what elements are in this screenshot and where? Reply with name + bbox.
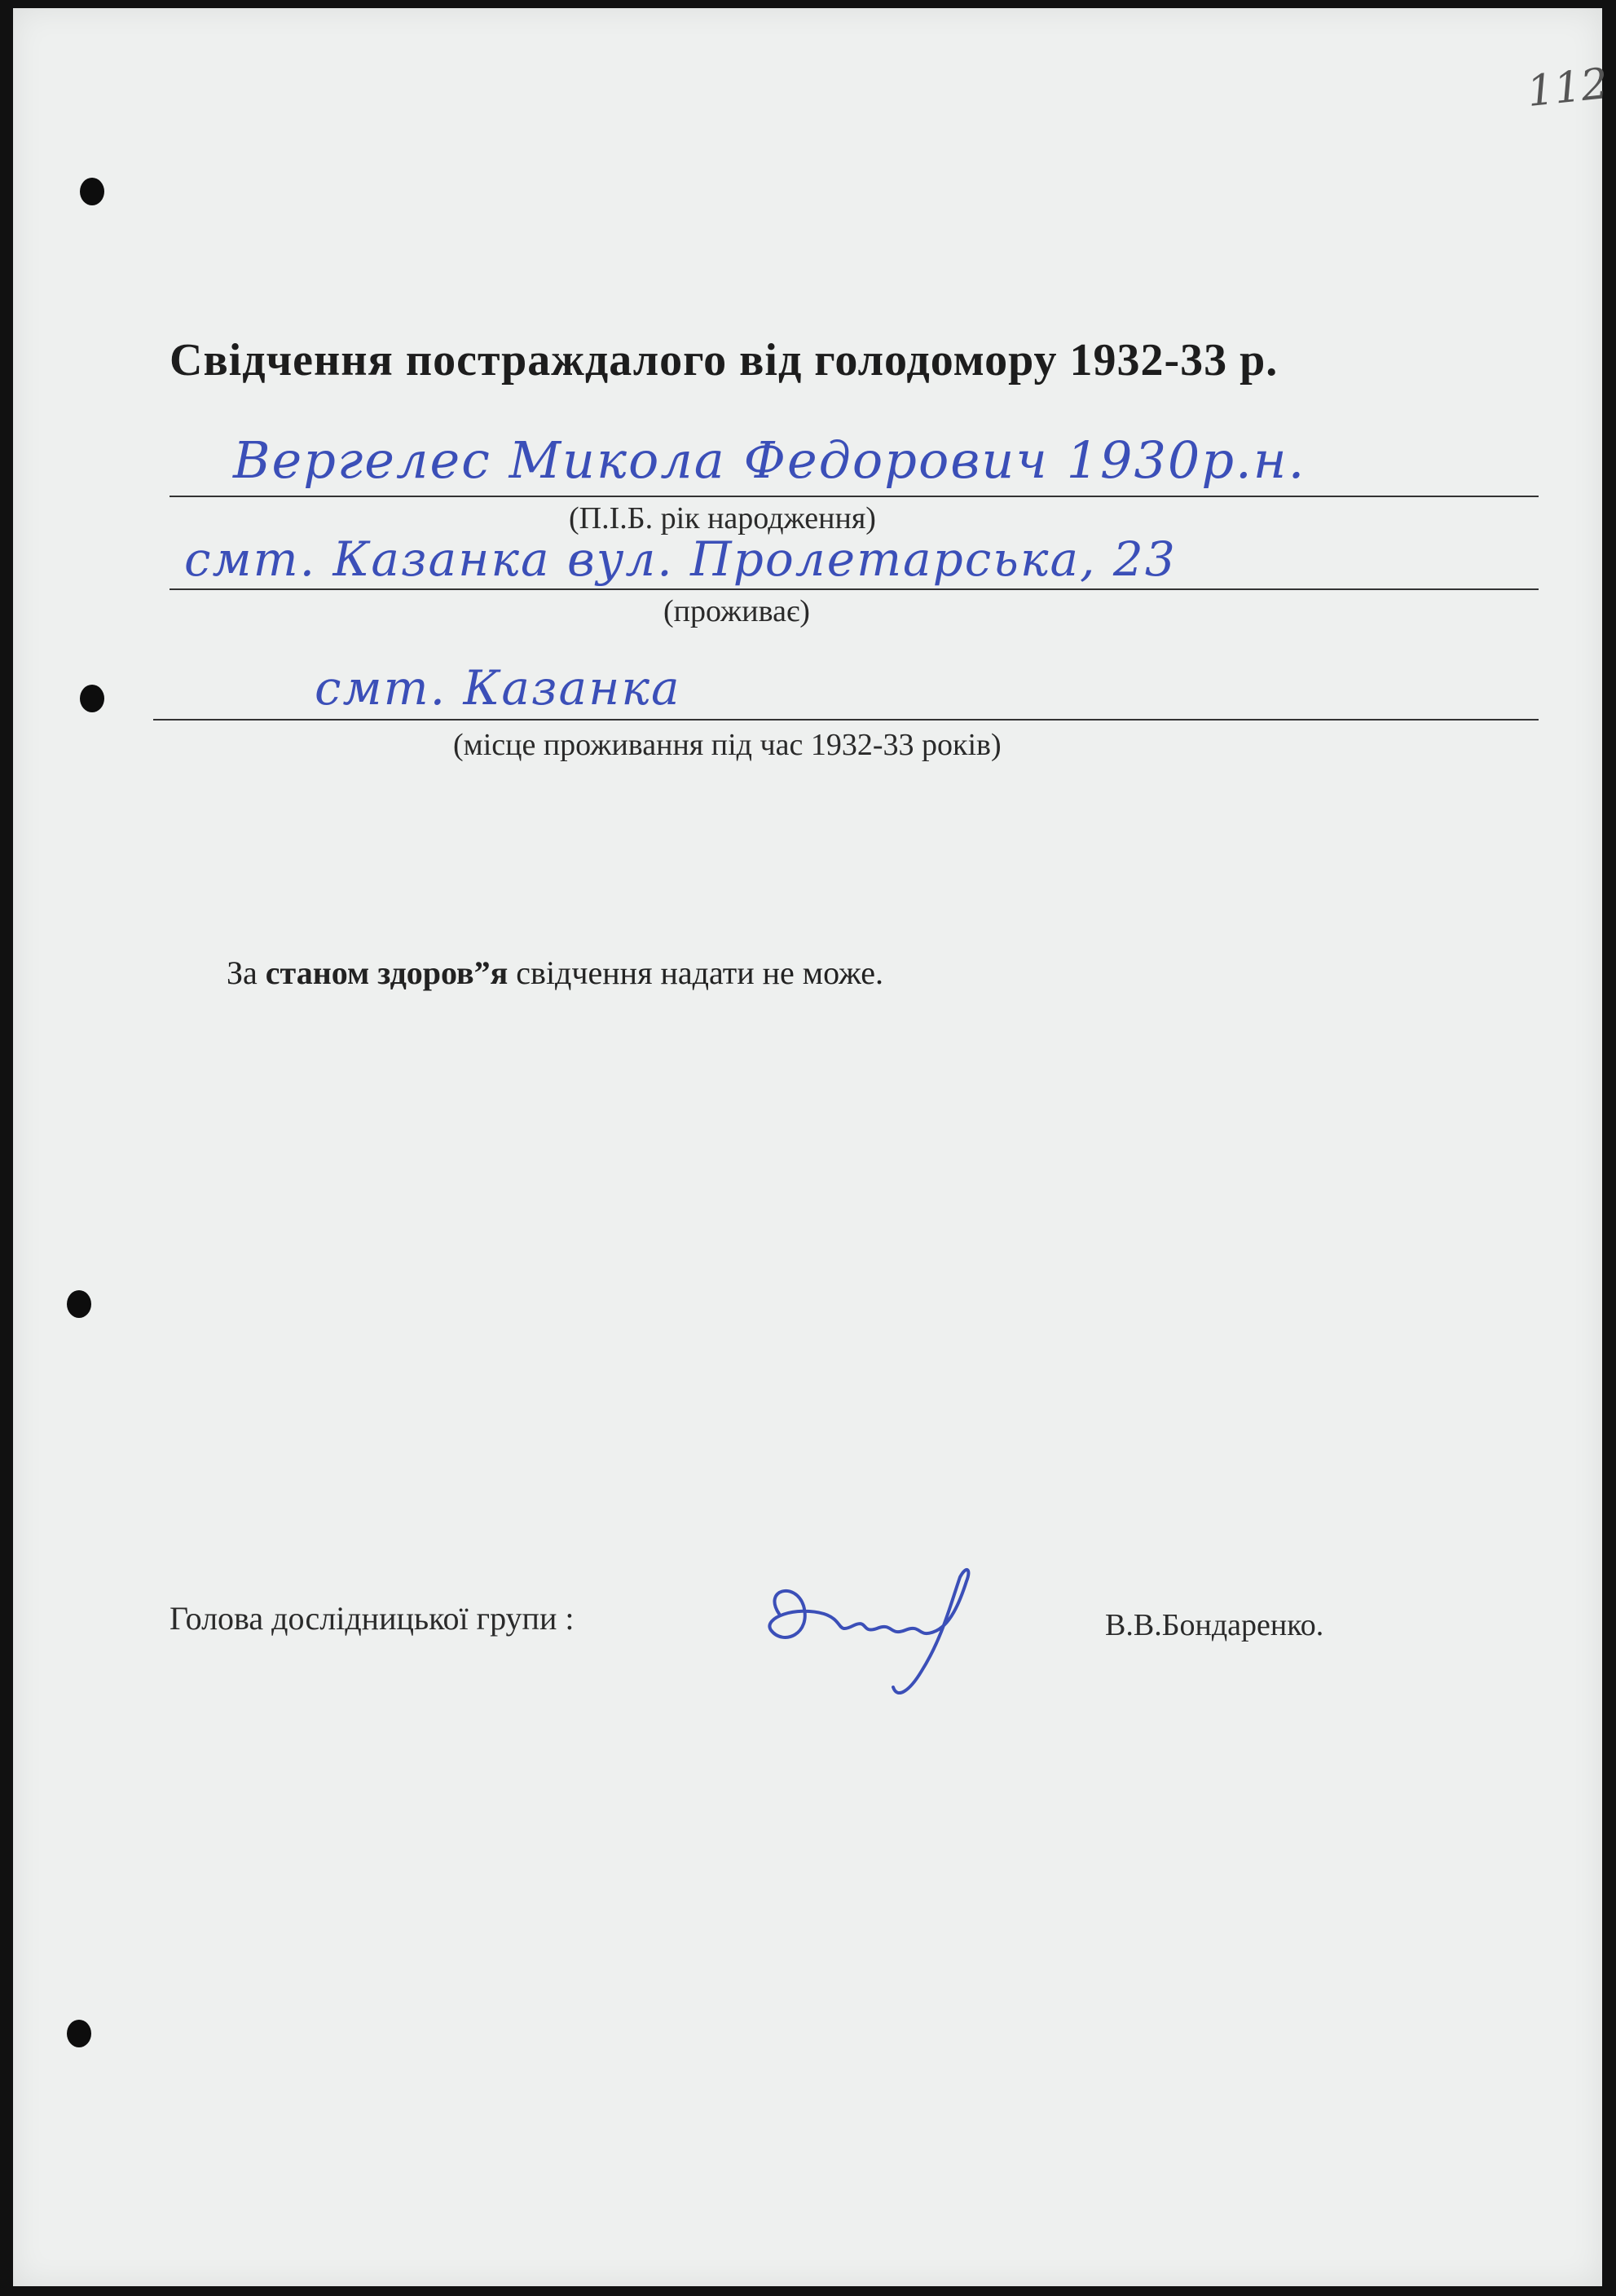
past-residence-handwritten: смт. Казанка bbox=[315, 660, 681, 716]
name-caption: (П.І.Б. рік народження) bbox=[569, 501, 876, 535]
signer-name: В.В.Бондаренко. bbox=[1105, 1608, 1324, 1642]
statement-part-3: свідчення надати не може. bbox=[516, 954, 883, 991]
punch-hole bbox=[67, 2020, 91, 2047]
past-residence-underline bbox=[153, 719, 1539, 721]
health-statement bbox=[227, 954, 883, 992]
document-title: Свідчення постраждалого від голодомору 1932-33 р. bbox=[170, 335, 1279, 386]
punch-hole bbox=[67, 1290, 91, 1318]
punch-hole bbox=[80, 178, 104, 205]
handwritten-signature bbox=[746, 1557, 1040, 1703]
past-residence-caption: (місце проживання під час 1932-33 років) bbox=[453, 728, 1002, 762]
page-number: 112 bbox=[1525, 59, 1611, 117]
residence-handwritten: смт. Казанка вул. Пролетарська, 23 bbox=[184, 531, 1177, 587]
statement-part-2: станом здоров”я bbox=[265, 954, 509, 991]
signer-role: Голова дослідницької групи : bbox=[170, 1600, 575, 1637]
document-page bbox=[13, 8, 1611, 2286]
residence-underline bbox=[170, 588, 1539, 590]
punch-hole bbox=[80, 685, 104, 712]
name-underline bbox=[170, 496, 1539, 497]
name-handwritten: Вергелес Микола Федорович 1930р.н. bbox=[233, 430, 1306, 490]
residence-caption: (проживає) bbox=[663, 594, 810, 628]
statement-part-1: За bbox=[227, 954, 258, 991]
